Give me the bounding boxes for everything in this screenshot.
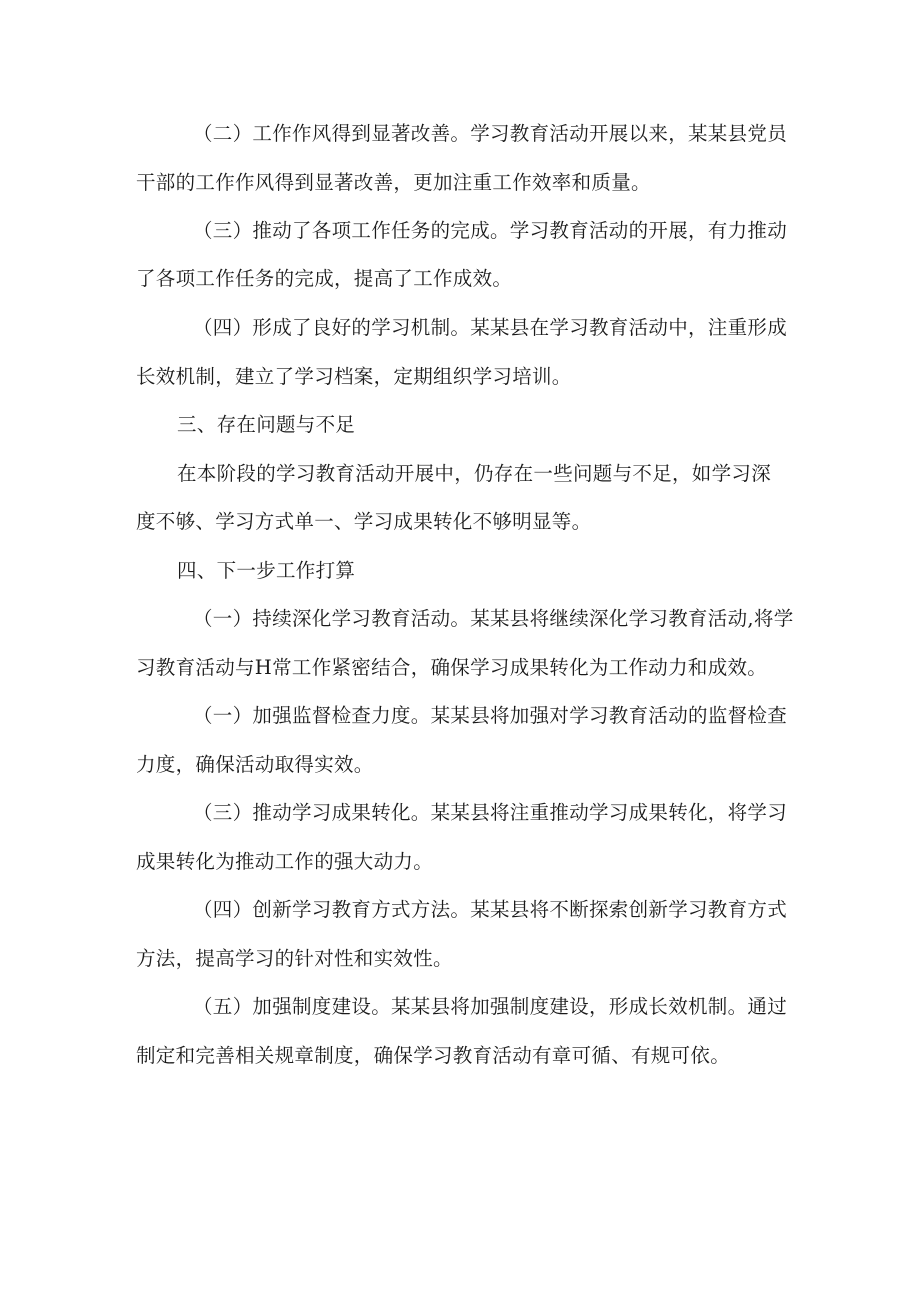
paragraph-line: （二）工作作风得到显著改善。学习教育活动开展以来，某某县党员 xyxy=(193,122,788,145)
paragraph-line: 在本阶段的学习教育活动开展中，仍存在一些问题与不足，如学习深 xyxy=(177,462,772,485)
paragraph-line: 干部的工作作风得到显著改善，更加注重工作效率和质量。 xyxy=(136,171,651,194)
paragraph-line: 方法，提高学习的针对性和实效性。 xyxy=(136,947,453,970)
paragraph-line: （三）推动了各项工作任务的完成。学习教育活动的开展，有力推动 xyxy=(193,219,788,242)
paragraph-line: （一）持续深化学习教育活动。某某县将继续深化学习教育活动,将学 xyxy=(193,607,794,630)
paragraph-line: 了各项工作任务的完成，提高了工作成效。 xyxy=(136,267,513,290)
paragraph-line: 度不够、学习方式单一、学习成果转化不够明显等。 xyxy=(136,510,592,533)
paragraph-line: 长效机制，建立了学习档案，定期组织学习培训。 xyxy=(136,365,572,388)
paragraph-line: （一）加强监督检查力度。某某县将加强对学习教育活动的监督检查 xyxy=(193,704,788,727)
paragraph-line: 制定和完善相关规章制度，确保学习教育活动有章可循、有规可依。 xyxy=(136,1044,731,1067)
section-heading: 四、下一步工作打算 xyxy=(177,559,356,582)
paragraph-line: 习教育活动与H常工作紧密结合，确保学习成果转化为工作动力和成效。 xyxy=(136,656,768,679)
section-heading: 三、存在问题与不足 xyxy=(177,413,356,436)
paragraph-line: 力度，确保活动取得实效。 xyxy=(136,753,374,776)
paragraph-line: （四）形成了良好的学习机制。某某县在学习教育活动中，注重形成 xyxy=(193,316,788,339)
paragraph-line: （五）加强制度建设。某某县将加强制度建设，形成长效机制。通过 xyxy=(193,995,788,1018)
paragraph-line: （三）推动学习成果转化。某某县将注重推动学习成果转化，将学习 xyxy=(193,801,788,824)
paragraph-line: （四）创新学习教育方式方法。某某县将不断探索创新学习教育方式 xyxy=(193,898,788,921)
paragraph-line: 成果转化为推动工作的强大动力。 xyxy=(136,850,434,873)
